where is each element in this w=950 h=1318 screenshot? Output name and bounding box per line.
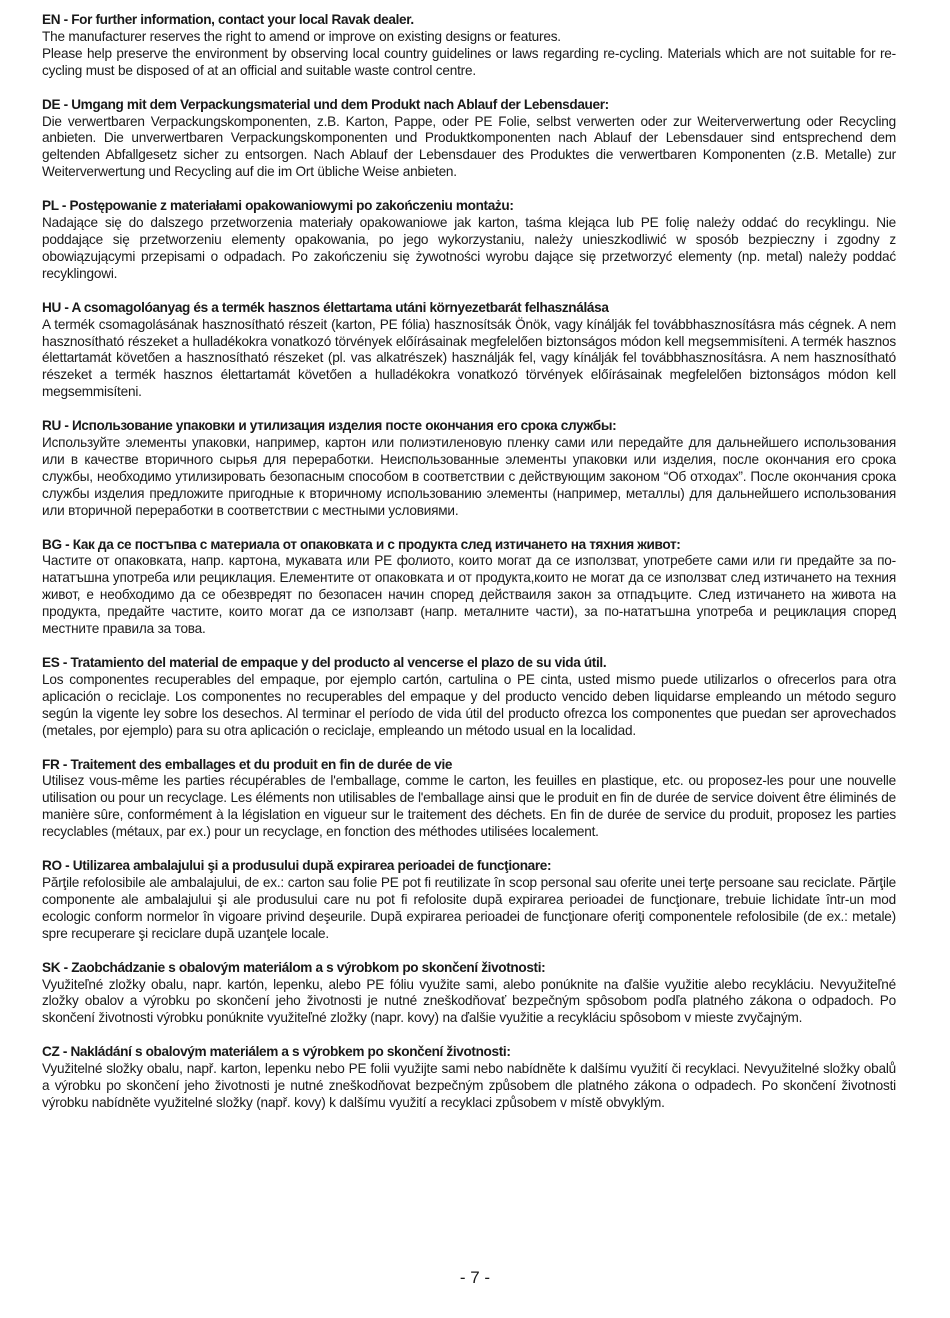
- section-ru: [42, 418, 896, 519]
- section-paragraph-ro: Părţile refolosibile ale ambalajului, de ex.: carton sau folie PE pot fi reutilizate în scop personal sau oferite unei terţe persoane sau reciclate. Părţile componente ale ambalajului şi ale produsului care nu pot fi refolosite după expirarea perioadei de funcţionare, trebuie lichidate într-un mod ecologic conform normelor în vigoare privind deşeurile. După expirarea perioadei de funcţionare oferiţi componentele refolosibile (de ex.: metale) spre recuperare şi reciclare după uzanţele locale.: [42, 874, 896, 941]
- section-es: [42, 655, 896, 740]
- section-paragraph-pl: Nadające się do dalszego przetworzenia materiały opakowaniowe jak karton, taśma klejąca lub PE folię należy oddać do recyklingu. Nie poddające się przetworzeniu elementy opakowania, po jego wykorzystaniu, należy unieszkodliwić w sposób bezpieczny i zgodny z obowiązującymi przepisami o odpadach. Po zakończeniu się żywotności wyrobu dające się przetworzyć elementy (np. metal) należy poddać recyklingowi.: [42, 215, 896, 281]
- section-heading-en: EN - For further information, contact your local Ravak dealer.: [42, 12, 414, 27]
- section-paragraph-es: Los componentes recuperables del empaque, por ejemplo cartón, cartulina o PE cinta, usted mismo puede utilizarlos o ofrecerlos para otra aplicación o reciclaje. Los componentes no recuperables del empaque y del producto vencido deben liquidarse empleando un método seguro según la vigente ley sobre los desechos. Al terminar el período de vida útil del producto ofrezca los componentes que puedan ser aprovechados (metales, por ejemplo) para su otra aplicación o reciclaje, empleando un método usual en la localidad.: [42, 671, 896, 738]
- page-number: - 7 -: [459, 1268, 491, 1287]
- section-heading-de: DE - Umgang mit dem Verpackungsmaterial und dem Produkt nach Ablauf der Lebensdauer:: [42, 96, 609, 112]
- section-heading-pl: PL - Postępowanie z materiałami opakowaniowymi po zakończeniu montażu:: [42, 198, 514, 214]
- section-paragraph-bg: Частите от опаковката, напр. картона, мукавата или PE фолиото, които могат да се използват, употребете сами или ги предайте за по-нататъшна употреба или рециклация. Елементите от опаковката и от продукта,които не могат да се използват след изтичането на техния живот, е необходимо да се обезвредят по безопасен начин според действаиля закон за отпадъците. След изтичането на живота на продукта, предайте частите, които могат да се използавт (напр. металните части), за по-нататъшна употреба и рециклация според местните правила за това.: [42, 553, 896, 637]
- section-heading-ru: RU - Использование упаковки и утилизация изделия посте окончания его срока службы:: [42, 418, 617, 434]
- section-heading-fr: FR - Traitement des emballages et du produit en fin de durée de vie: [42, 756, 453, 772]
- section-fr: [42, 757, 896, 842]
- section-paragraph-de: Die verwertbaren Verpackungskomponenten, z.B. Karton, Pappe, oder PE Folie, selbst verwerten oder zur Weiterverwertung oder Recycling anbieten. Die unverwertbaren Verpackungskomponenten und Produktkomponenten nach Ablauf der Lebensdauer sind entsprechend dem geltenden Abfallgesetz sicher zu entsorgen. Nach Ablauf der Lebensdauer des Produktes die verwertbaren Komponenten (z.B. Metalle) zur Weiterverwertung und Recycling auf die im Ort übliche Weise anbieten.: [42, 113, 896, 180]
- section-heading-sk: SK - Zaobchádzanie s obalovým materiálom a s výrobkom po skončení životnosti:: [42, 959, 546, 975]
- section-hu: [42, 300, 896, 401]
- section-heading-es: ES - Tratamiento del material de empaque y del producto al vencerse el plazo de su vida útil.: [42, 655, 607, 670]
- section-bg: [42, 537, 896, 638]
- section-paragraph-en-2: Please help preserve the environment by observing local country guidelines or laws regarding re-cycling. Materials which are not suitable for re-cycling must be disposed of at an official and suitable waste control centre.: [42, 45, 896, 78]
- document-page: [42, 12, 896, 1129]
- section-paragraph-sk: Využiteľné zložky obalu, napr. kartón, lepenku, alebo PE fóliu využite sami, alebo ponúknite na ďalšie využitie alebo recykláciu. Nevyužiteľné zložky obalov a výrobku po skončení jeho životnosti je nutné zneškodňovať bezpečným spôsobom podľa platného zákona o odpadoch. Po skončení životnosti výrobku ponúknite využiteľné zložky (napr. kovy) na ďalšie využitie a recykláciu spôsobom v mieste zvyčajným.: [42, 976, 896, 1026]
- section-paragraph-en-1: The manufacturer reserves the right to amend or improve on existing designs or features.: [42, 28, 561, 44]
- section-paragraph-fr: Utilisez vous-même les parties récupérables de l'emballage, comme le carton, les feuilles en plastique, etc. ou proposez-les pour une nouvelle utilisation ou pour un recyclage. Les éléments non utilisables de l'emballage ainsi que le produit en fin de durée de service doivent être éliminés de manière sûre, conformément à la législation en vigueur sur le traitement des déchets. En fin de durée de service du produit, proposez les parties recyclables (métaux, par ex.) pour un recyclage, en fonction des méthodes utilisées localement.: [42, 773, 896, 840]
- section-de: [42, 97, 896, 182]
- section-heading-cz: CZ - Nakládání s obalovým materiálem a s výrobkem po skončení životnosti:: [42, 1044, 511, 1060]
- section-pl: [42, 198, 896, 283]
- section-paragraph-cz: Využitelné složky obalu, např. karton, lepenku nebo PE folii využijte sami nebo nabídněte k dalšímu využití či recyklaci. Nevyužitelné složky obalů a výrobku po skončení jeho životnosti je nutné zneškodňovat bezpečným způsobem dle platného zákona o odpadech. Po skončení životnosti výrobku nabídněte využitelné složky (např. kovy) k dalšímu využití a recyklaci způsobem v místě obvyklým.: [42, 1061, 896, 1110]
- section-cz: [42, 1044, 896, 1112]
- section-sk: [42, 960, 896, 1028]
- section-heading-hu: HU - A csomagolóanyag és a termék hasznos élettartama utáni környezetbarát felhasználása: [42, 299, 609, 315]
- section-heading-ro: RO - Utilizarea ambalajului şi a produsului după expirarea perioadei de funcţionare:: [42, 858, 552, 874]
- section-en: [42, 12, 896, 80]
- section-ro: [42, 858, 896, 943]
- section-heading-bg: BG - Как да се постъпва с материала от опаковката и с продукта след изтичането на тяхния живот:: [42, 536, 681, 552]
- section-paragraph-ru: Используйте элементы упаковки, например, картон или полиэтиленовую пленку сами или передайте для дальнейшего использования или в качестве вторичного сырья для переработки. Неиспользованные элементы упаковки или изделия, после окончания его срока службы, необходимо утилизировать безопасным способом в соответствии с действующим законом “Об отходах”. После окончания срока службы изделия предложите пригодные к вторичному использованию элементы (например, металлы) для дальнейшего использования или вторичной переработки в соответствии с местными условиями.: [42, 435, 896, 518]
- section-paragraph-hu: A termék csomagolásának hasznosítható részeit (karton, PE fólia) hasznosítsák Önök, vagy kínálják fel továbbhasznosításra más cégnek. A nem hasznosítható részeket a hulladékokra vonatkozó törvények előírásainak megfelelően biztonságos módon kell megsemmisíteni. A termék hasznos élettartamát követően a hasznosítható részeket (pl. vas alkatrészek) használják fel, vagy kínálják fel továbbhasznosításra. A nem hasznosítható részeket a termék hasznos élettartamát követően a hulladékokra vonatkozó törvények előírásainak megfelelően biztonságos módon kell megsemmisíteni.: [42, 316, 896, 400]
